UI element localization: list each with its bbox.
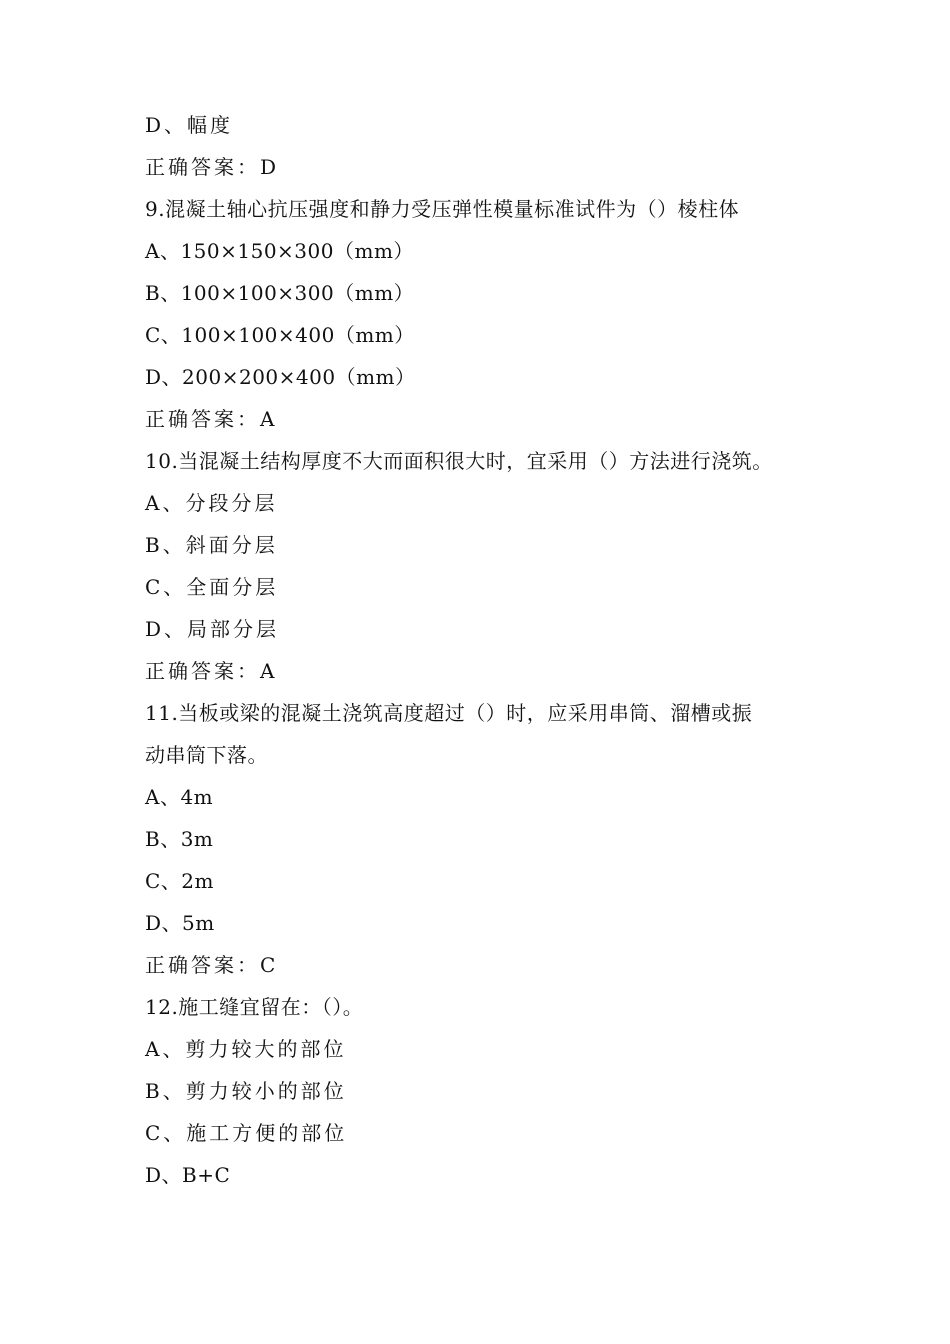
question-10: 10.当混凝土结构厚度不大而面积很大时，宜采用（）方法进行浇筑。: [145, 449, 773, 473]
q11-option-a: A、4m: [145, 785, 214, 809]
q9-option-c: C、100×100×400（mm）: [145, 323, 415, 347]
q11-option-b: B、3m: [145, 827, 214, 851]
answer-q8: 正确答案：D: [145, 155, 280, 179]
question-11: 11.当板或梁的混凝土浇筑高度超过（）时，应采用串筒、溜槽或振: [145, 701, 753, 725]
q10-option-a: A、分段分层: [145, 491, 278, 515]
q12-option-c: C、施工方便的部位: [145, 1121, 348, 1145]
question-12: 12.施工缝宜留在：（）。: [145, 995, 364, 1019]
option-d-previous: D、幅度: [145, 113, 234, 137]
answer-q9: 正确答案：A: [145, 407, 278, 431]
answer-q10: 正确答案：A: [145, 659, 278, 683]
q10-option-b: B、斜面分层: [145, 533, 278, 557]
q10-option-d: D、局部分层: [145, 617, 280, 641]
q12-option-a: A、剪力较大的部位: [145, 1037, 347, 1061]
q12-option-d: D、B+C: [145, 1163, 231, 1187]
q11-option-c: C、2m: [145, 869, 214, 893]
question-9: 9.混凝土轴心抗压强度和静力受压弹性模量标准试件为（）棱柱体: [145, 197, 740, 221]
q9-option-b: B、100×100×300（mm）: [145, 281, 415, 305]
q9-option-d: D、200×200×400（mm）: [145, 365, 416, 389]
question-list: [145, 104, 825, 1196]
q11-option-d: D、5m: [145, 911, 215, 935]
answer-q11: 正确答案：C: [145, 953, 279, 977]
question-11-continued: 动串筒下落。: [145, 743, 268, 767]
q10-option-c: C、全面分层: [145, 575, 279, 599]
q9-option-a: A、150×150×300（mm）: [145, 239, 414, 263]
q12-option-b: B、剪力较小的部位: [145, 1079, 347, 1103]
